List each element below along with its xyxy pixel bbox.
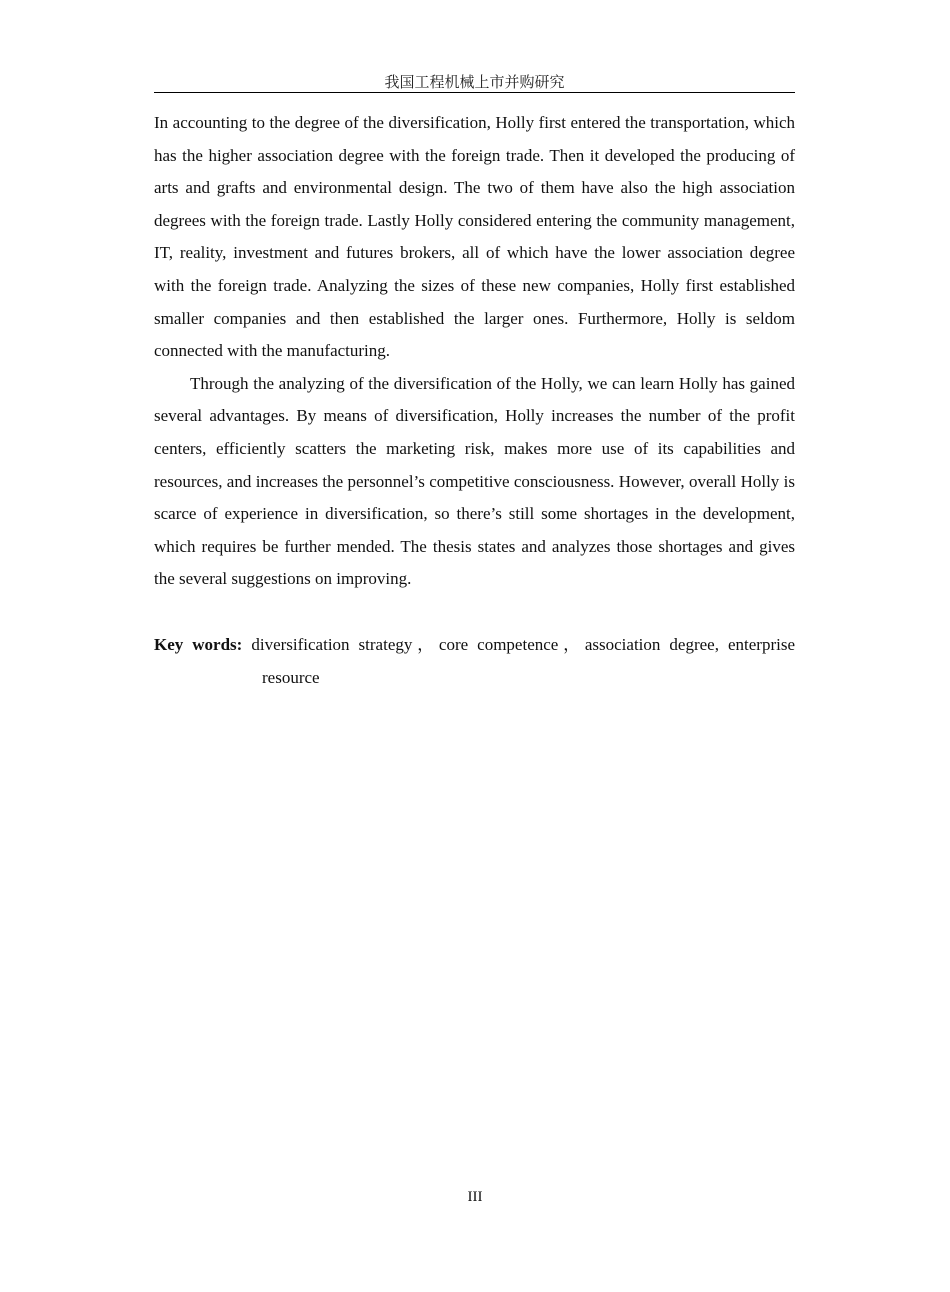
keywords-label: Key words: xyxy=(154,635,243,654)
keywords-block xyxy=(154,629,795,694)
page-number: III xyxy=(467,1189,483,1205)
abstract-paragraph-1: In accounting to the degree of the diversification, Holly first entered the transportation, which has the higher association degree with the foreign trade. Then it developed the producing of arts and grafts and environmental design. The two of them have also the high association degrees with the foreign trade. Lastly Holly considered entering the community management, IT, reality, investment and futures brokers, all of which have the lower association degree with the foreign trade. Analyzing the sizes of these new companies, Holly first established smaller companies and then established the larger ones. Furthermore, Holly is seldom connected with the manufacturing. xyxy=(154,113,795,361)
running-header: 我国工程机械上市并购研究 xyxy=(154,72,795,93)
abstract-paragraph-2: Through the analyzing of the diversification of the Holly, we can learn Holly has gained several advantages. By means of diversification, Holly increases the number of the profit centers, efficiently scatters the marketing risk, makes more use of its capabilities and resources, and increases the personnel’s competitive consciousness. However, overall Holly is scarce of experience in diversification, so there’s still some shortages in the development, which requires be further mended. The thesis states and analyzes those shortages and gives the several suggestions on improving. xyxy=(154,373,795,589)
abstract-body xyxy=(154,107,795,596)
keywords-text: diversification strategy，core competence，association degree, enterprise resource xyxy=(251,635,795,687)
